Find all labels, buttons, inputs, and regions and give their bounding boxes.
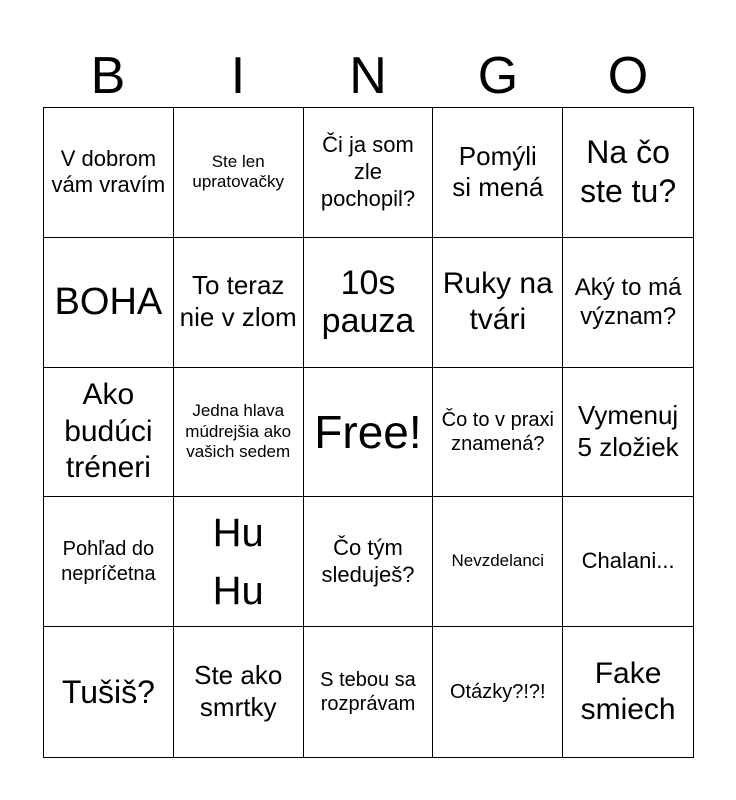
bingo-cell[interactable]: Pomýli si mená [433, 108, 563, 238]
bingo-cell[interactable]: Hu Hu [174, 497, 304, 627]
bingo-grid [43, 107, 694, 758]
bingo-cell[interactable]: Tušiš? [44, 627, 174, 757]
bingo-cell[interactable]: Vymenuj 5 zložiek [563, 368, 693, 498]
bingo-cell[interactable]: To teraz nie v zlom [174, 238, 304, 368]
bingo-cell[interactable]: Či ja som zle pochopil? [304, 108, 434, 238]
bingo-cell[interactable]: Jedna hlava múdrejšia ako vašich sedem [174, 368, 304, 498]
bingo-cell[interactable]: Nevzdelanci [433, 497, 563, 627]
bingo-cell[interactable]: Chalani... [563, 497, 693, 627]
bingo-cell[interactable]: Ako budúci tréneri [44, 368, 174, 498]
free-space-cell[interactable]: Free! [304, 368, 434, 498]
header-letter-g: G [477, 47, 519, 105]
bingo-cell[interactable]: Otázky?!?! [433, 627, 563, 757]
bingo-cell[interactable]: Ste ako smrtky [174, 627, 304, 757]
header-letter-b: B [90, 47, 126, 105]
bingo-cell[interactable]: Ruky na tvári [433, 238, 563, 368]
header-letter-i: I [230, 47, 246, 105]
bingo-cell[interactable]: Čo to v praxi znamená? [433, 368, 563, 498]
header-letter-o: O [607, 47, 649, 105]
bingo-header [43, 45, 693, 107]
bingo-cell[interactable]: 10s pauza [304, 238, 434, 368]
bingo-cell[interactable]: Na čo ste tu? [563, 108, 693, 238]
bingo-cell[interactable]: Čo tým sleduješ? [304, 497, 434, 627]
bingo-cell[interactable]: S tebou sa rozprávam [304, 627, 434, 757]
bingo-cell[interactable]: Fake smiech [580, 656, 676, 727]
bingo-cell[interactable]: Ste len upratovačky [174, 108, 304, 238]
bingo-cell[interactable]: Aký to má význam? [563, 238, 693, 368]
bingo-cell[interactable]: Pohľad do nepríčetna [44, 497, 174, 627]
bingo-cell[interactable]: V dobrom vám vravím [44, 108, 174, 238]
bingo-cell[interactable]: BOHA [44, 238, 174, 368]
header-letter-n: N [349, 47, 387, 105]
